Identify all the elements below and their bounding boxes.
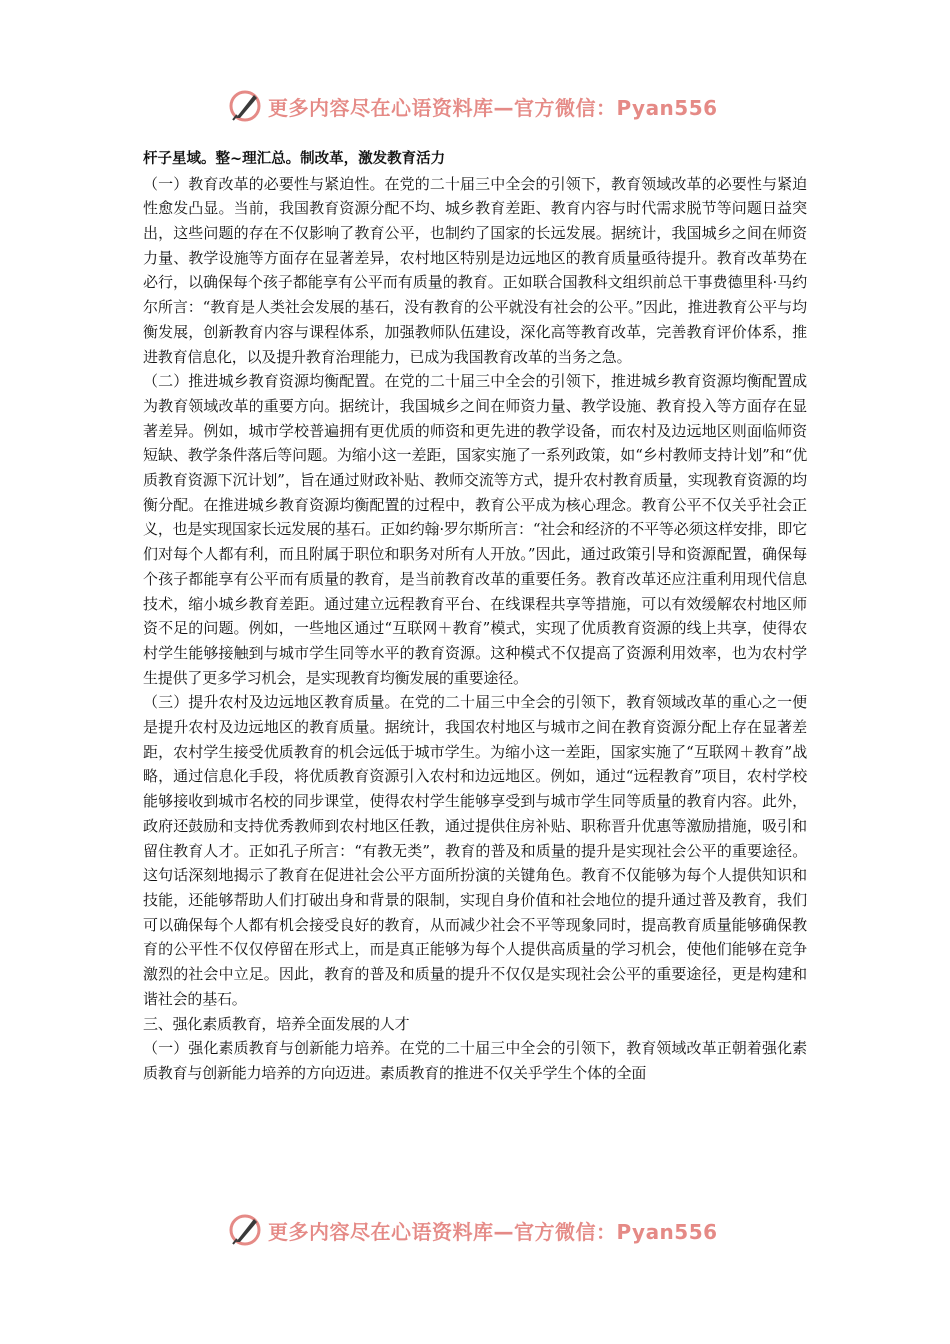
section-heading: 三、强化素质教育，培养全面发展的人才	[143, 1014, 410, 1033]
document-body	[143, 147, 807, 1086]
document-title: 杆子星域。整~理汇总。制改革，激发教育活力	[143, 151, 446, 167]
paragraph: （二）推进城乡教育资源均衡配置。在党的二十届三中全会的引领下，推进城乡教育资源均衡配置成为教育领域改革的重要方向。据统计，我国城乡之间在师资力量、教学设施、教育投入等方面存在显著差异。例如，城市学校普遍拥有更优质的师资和更先进的教学设备，而农村及边远地区则面临师资短缺、教学条件落后等问题。为缩小这一差距，国家实施了一系列政策，如“乡村教师支持计划”和“优质教育资源下沉计划”，旨在通过财政补贴、教师交流等方式，提升农村教育质量，实现教育资源的均衡分配。在推进城乡教育资源均衡配置的过程中，教育公平成为核心理念。教育公平不仅关乎社会正义，也是实现国家长远发展的基石。正如约翰·罗尔斯所言：“社会和经济的不平等必须这样安排，即它们对每个人都有利，而且附属于职位和职务对所有人开放。”因此，通过政策引导和资源配置，确保每个孩子都能享有公平而有质量的教育，是当前教育改革的重要任务。教育改革还应注重利用现代信息技术，缩小城乡教育差距。通过建立远程教育平台、在线课程共享等措施，可以有效缓解农村地区师资不足的问题。例如，一些地区通过“互联网＋教育”模式，实现了优质教育资源的线上共享，使得农村学生能够接触到与城市学生同等水平的教育资源。这种模式不仅提高了资源利用效率，也为农村学生提供了更多学习机会，是实现教育均衡发展的重要途径。	[143, 372, 807, 687]
paragraph: （三）提升农村及边远地区教育质量。在党的二十届三中全会的引领下，教育领域改革的重心之一便是提升农村及边远地区的教育质量。据统计，我国农村地区与城市之间在教育资源分配上存在显著差距，农村学生接受优质教育的机会远低于城市学生。为缩小这一差距，国家实施了“互联网＋教育”战略，通过信息化手段，将优质教育资源引入农村和边远地区。例如，通过“远程教育”项目，农村学校能够接收到城市名校的同步课堂，使得农村学生能够享受到与城市学生同等质量的教育内容。此外，政府还鼓励和支持优秀教师到农村地区任教，通过提供住房补贴、职称晋升优惠等激励措施，吸引和留住教育人才。正如孔子所言：“有教无类”，教育的普及和质量的提升是实现社会公平的重要途径。这句话深刻地揭示了教育在促进社会公平方面所扮演的关键角色。教育不仅能够为每个人提供知识和技能，还能够帮助人们打破出身和背景的限制，实现自身价值和社会地位的提升通过普及教育，我们可以确保每个人都有机会接受良好的教育，从而减少社会不平等现象同时，提高教育质量能够确保教育的公平性不仅仅停留在形式上，而是真正能够为每个人提供高质量的学习机会，使他们能够在竞争激烈的社会中立足。因此，教育的普及和质量的提升不仅仅是实现社会公平的重要途径，更是构建和谐社会的基石。	[143, 693, 807, 1008]
quill-logo-icon	[228, 1213, 262, 1247]
footer-banner	[228, 1210, 748, 1250]
header-banner-text: 更多内容尽在心语资料库—官方微信：Pyan556	[268, 95, 718, 120]
paragraph: （一）强化素质教育与创新能力培养。在党的二十届三中全会的引领下，教育领域改革正朝着强化素质教育与创新能力培养的方向迈进。素质教育的推进不仅关乎学生个体的全面	[143, 1039, 807, 1082]
paragraph: （一）教育改革的必要性与紧迫性。在党的二十届三中全会的引领下，教育领域改革的必要性与紧迫性愈发凸显。当前，我国教育资源分配不均、城乡教育差距、教育内容与时代需求脱节等问题日益突出，这些问题的存在不仅影响了教育公平，也制约了国家的长远发展。据统计，我国城乡之间在师资力量、教学设施等方面存在显著差异，农村地区特别是边远地区的教育质量亟待提升。教育改革势在必行，以确保每个孩子都能享有公平而有质量的教育。正如联合国教科文组织前总干事费德里科·马约尔所言：“教育是人类社会发展的基石，没有教育的公平就没有社会的公平。”因此，推进教育公平与均衡发展，创新教育内容与课程体系，加强教师队伍建设，深化高等教育改革，完善教育评价体系，推进教育信息化，以及提升教育治理能力，已成为我国教育改革的当务之急。	[143, 174, 807, 366]
footer-banner-text: 更多内容尽在心语资料库—官方微信：Pyan556	[268, 1219, 718, 1244]
quill-logo-icon	[228, 89, 262, 123]
header-banner	[228, 86, 748, 126]
